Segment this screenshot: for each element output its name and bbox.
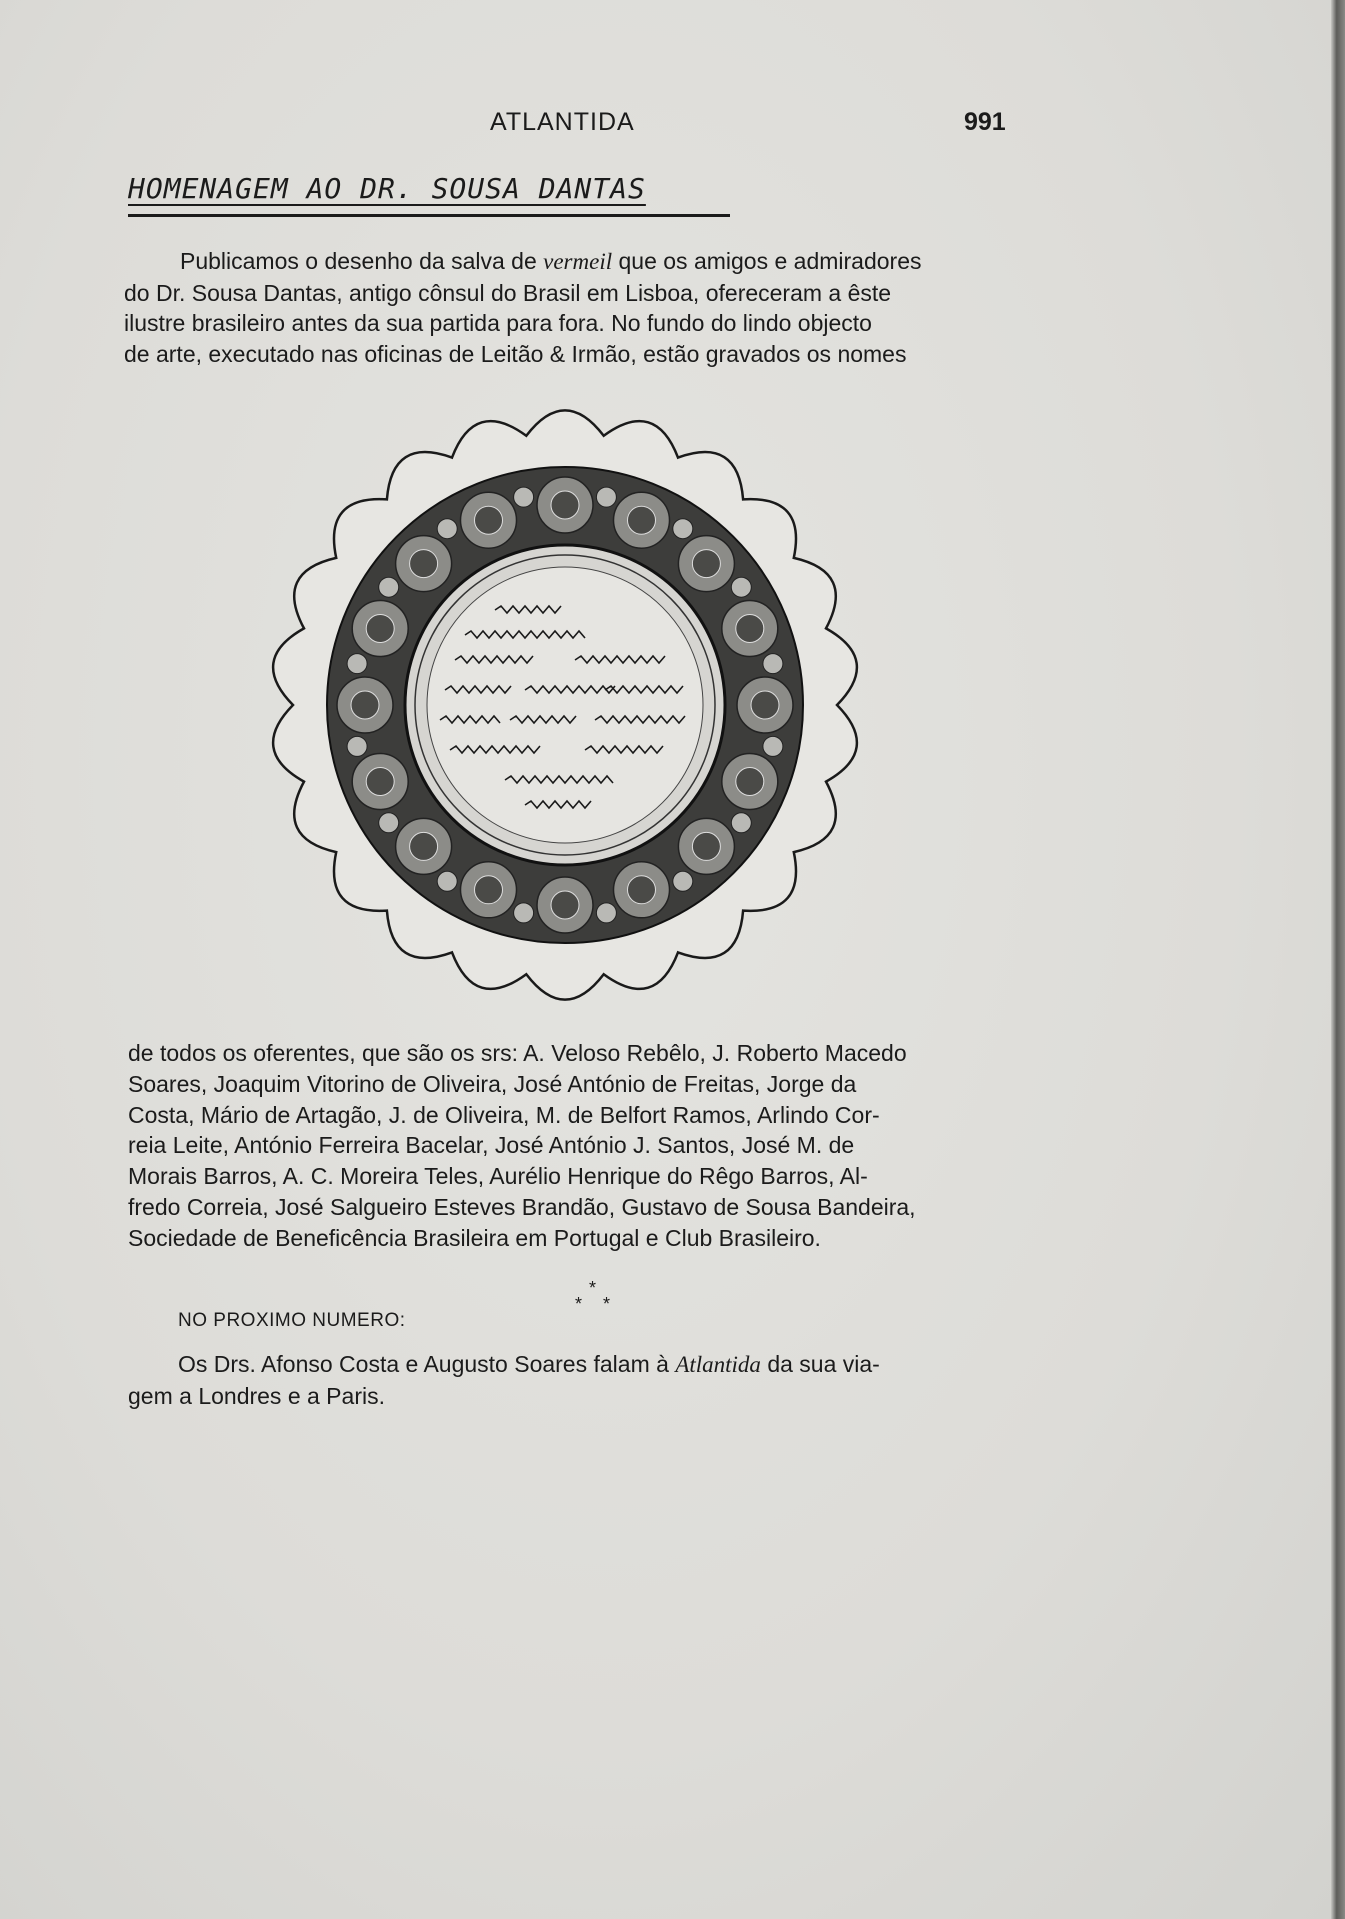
intro-line: de arte, executado nas oficinas de Leitão & Irmão, estão gravados os nomes — [124, 340, 907, 367]
names-line: Soares, Joaquim Vitorino de Oliveira, José António de Freitas, Jorge da — [128, 1070, 857, 1097]
names-line: de todos os oferentes, que são os srs: A. Veloso Rebêlo, J. Roberto Macedo — [128, 1040, 907, 1066]
plate-center-field — [427, 567, 703, 843]
intro-paragraph — [124, 246, 1004, 369]
plate-leaf-ornament — [731, 577, 751, 597]
intro-line: Publicamos o desenho da salva de vermeil que os amigos e admiradores — [180, 248, 922, 274]
plate-leaf-ornament — [763, 736, 783, 756]
plate-rosette-center — [351, 691, 379, 719]
plate-leaf-ornament — [731, 813, 751, 833]
plate-leaf-ornament — [673, 871, 693, 891]
plate-leaf-ornament — [379, 813, 399, 833]
plate-leaf-ornament — [763, 654, 783, 674]
plate-leaf-ornament — [514, 487, 534, 507]
intro-italic-word: vermeil — [543, 249, 613, 274]
book-spine-shadow — [1331, 0, 1345, 1919]
plate-rosette-center — [751, 691, 779, 719]
asterisk: * — [575, 1294, 583, 1314]
plate-rosette-center — [628, 506, 656, 534]
names-line: Sociedade de Beneficência Brasileira em Portugal e Club Brasileiro. — [128, 1224, 821, 1251]
plate-leaf-ornament — [514, 903, 534, 923]
plate-rosette-center — [475, 506, 503, 534]
plate-leaf-ornament — [437, 871, 457, 891]
intro-line: ilustre brasileiro antes da sua partida para fora. No fundo do lindo objecto — [124, 310, 872, 336]
plate-rosette-center — [736, 768, 764, 796]
plate-rosette-center — [366, 768, 394, 796]
plate-rosette-center — [551, 891, 579, 919]
plate-leaf-ornament — [379, 577, 399, 597]
plate-rosette-center — [692, 550, 720, 578]
names-line: reia Leite, António Ferreira Bacelar, José António J. Santos, José M. de — [128, 1132, 855, 1159]
next-issue-paragraph — [128, 1349, 1005, 1411]
asterism-separator — [572, 1278, 622, 1318]
title-underline — [128, 214, 730, 217]
next-issue-line: gem a Londres e a Paris. — [128, 1382, 385, 1409]
plate-leaf-ornament — [596, 903, 616, 923]
article-title: HOMENAGEM AO DR. SOUSA DANTAS — [128, 172, 646, 205]
plate-rosette-center — [366, 615, 394, 643]
names-line: Morais Barros, A. C. Moreira Teles, Aurélio Henrique do Rêgo Barros, Al- — [128, 1163, 868, 1190]
plate-rosette-center — [551, 491, 579, 519]
names-line: fredo Correia, José Salgueiro Esteves Brandão, Gustavo de Sousa Bandeira, — [128, 1193, 916, 1220]
intro-line: do Dr. Sousa Dantas, antigo cônsul do Brasil em Lisboa, ofereceram a êste — [124, 279, 892, 306]
plate-rosette-center — [410, 550, 438, 578]
engraved-plate-illustration — [262, 402, 868, 1008]
next-issue-label: NO PROXIMO NUMERO: — [178, 1310, 406, 1331]
plate-leaf-ornament — [347, 736, 367, 756]
names-paragraph — [128, 1038, 1005, 1254]
plate-rosette-center — [475, 876, 503, 904]
asterisk: * — [603, 1294, 611, 1314]
plate-leaf-ornament — [347, 654, 367, 674]
next-issue-line: Os Drs. Afonso Costa e Augusto Soares falam à Atlantida da sua via- — [178, 1351, 880, 1377]
plate-rosette-center — [410, 832, 438, 860]
plate-rosette-center — [628, 876, 656, 904]
asterisk: * — [589, 1278, 597, 1298]
plate-rosette-center — [692, 832, 720, 860]
journal-italic: Atlantida — [675, 1352, 761, 1377]
plate-rosette-center — [736, 615, 764, 643]
page-number: 991 — [964, 108, 1006, 136]
plate-leaf-ornament — [596, 487, 616, 507]
journal-header: ATLANTIDA — [490, 108, 635, 136]
plate-leaf-ornament — [673, 519, 693, 539]
plate-leaf-ornament — [437, 519, 457, 539]
names-line: Costa, Mário de Artagão, J. de Oliveira, M. de Belfort Ramos, Arlindo Cor- — [128, 1101, 880, 1128]
